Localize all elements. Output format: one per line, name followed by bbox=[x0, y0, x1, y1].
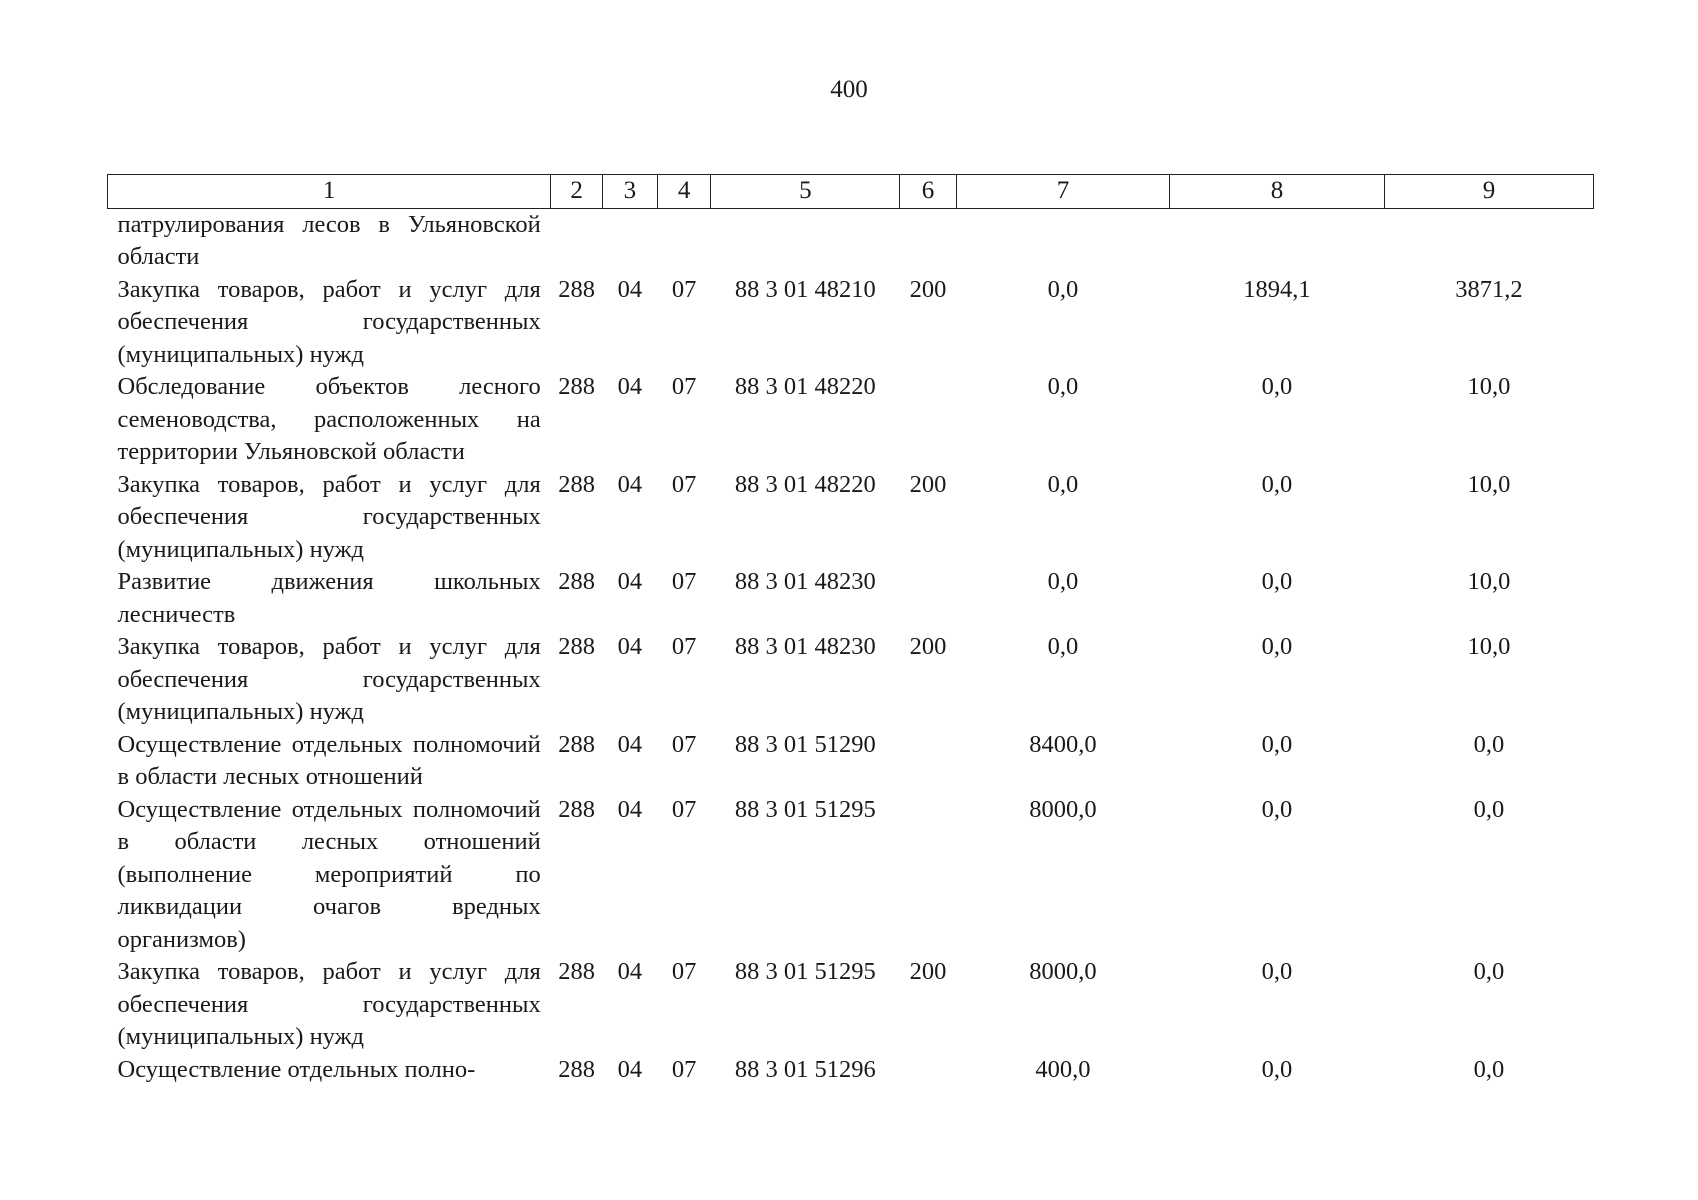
row-name-cell: Осуществление отдельных полномочий в области лесных отношений bbox=[117, 730, 541, 790]
sub-cell: 07 bbox=[671, 568, 697, 595]
amount-col7-cell: 8400,0 bbox=[1029, 730, 1097, 758]
rzd-cell: 288 bbox=[558, 1055, 595, 1083]
amount-col7-cell: 0,0 bbox=[1047, 633, 1079, 660]
amount-col9-cell: 0,0 bbox=[1473, 958, 1505, 985]
amount-col8-cell: 0,0 bbox=[1261, 633, 1293, 660]
amount-col7-cell: 8000,0 bbox=[1029, 958, 1097, 985]
rzd-cell: 288 bbox=[558, 958, 595, 985]
sub-cell: 07 bbox=[671, 730, 697, 758]
amount-col9-cell: 0,0 bbox=[1473, 1055, 1505, 1083]
prz-cell: 04 bbox=[617, 1055, 643, 1083]
vr-cell: 200 bbox=[909, 275, 947, 303]
prz-cell: 04 bbox=[617, 470, 643, 498]
vr-cell: 200 bbox=[909, 958, 947, 985]
amount-col7-cell: 0,0 bbox=[1047, 373, 1079, 400]
row-name-cell: Закупка товаров, работ и услуг для обеспечения государственных (муниципальных) нужд bbox=[117, 958, 541, 1050]
amount-col8-cell bbox=[1169, 208, 1384, 274]
amount-col8-cell: 0,0 bbox=[1261, 1055, 1293, 1083]
header-col-2: 2 bbox=[551, 175, 603, 209]
header-col-6: 6 bbox=[900, 175, 957, 209]
table-row bbox=[108, 469, 1594, 567]
prz-cell: 04 bbox=[617, 633, 643, 660]
table-row bbox=[108, 208, 1594, 274]
amount-col8-cell: 0,0 bbox=[1261, 373, 1293, 400]
rzd-cell bbox=[551, 208, 603, 274]
row-name-cell: Осуществление отдельных полномочий в области лесных отношений (выполнение мероприятий по ликвидации очагов вредных организмов) bbox=[117, 795, 541, 953]
csr-cell: 88 3 01 48210 bbox=[734, 275, 876, 303]
header-col-3: 3 bbox=[602, 175, 657, 209]
amount-col9-cell: 10,0 bbox=[1467, 373, 1511, 400]
csr-cell: 88 3 01 51295 bbox=[734, 958, 876, 985]
prz-cell: 04 bbox=[617, 275, 643, 303]
rzd-cell: 288 bbox=[558, 470, 595, 498]
vr-cell bbox=[900, 794, 957, 957]
csr-cell: 88 3 01 51290 bbox=[734, 730, 876, 758]
table-row bbox=[108, 729, 1594, 794]
table-row bbox=[108, 631, 1594, 729]
sub-cell: 07 bbox=[671, 633, 697, 660]
amount-col7-cell: 0,0 bbox=[1047, 568, 1079, 595]
amount-col8-cell: 0,0 bbox=[1261, 795, 1293, 823]
amount-col8-cell: 0,0 bbox=[1261, 730, 1293, 758]
row-name-cell: Закупка товаров, работ и услуг для обеспечения государственных (муниципальных) нужд bbox=[117, 633, 541, 725]
table-body bbox=[108, 208, 1594, 1086]
header-col-8: 8 bbox=[1169, 175, 1384, 209]
table-row bbox=[108, 1054, 1594, 1087]
table-row bbox=[108, 566, 1594, 631]
csr-cell: 88 3 01 51296 bbox=[734, 1055, 876, 1083]
prz-cell: 04 bbox=[617, 568, 643, 595]
row-name-cell: Закупка товаров, работ и услуг для обеспечения государственных (муниципальных) нужд bbox=[117, 275, 541, 368]
row-name-cell: Осуществление отдельных полно- bbox=[117, 1055, 476, 1083]
header-col-4: 4 bbox=[657, 175, 711, 209]
rzd-cell: 288 bbox=[558, 568, 595, 595]
row-name-cell: Закупка товаров, работ и услуг для обеспечения государственных (муниципальных) нужд bbox=[117, 470, 541, 563]
vr-cell bbox=[900, 566, 957, 631]
amount-col9-cell: 10,0 bbox=[1467, 470, 1511, 498]
rzd-cell: 288 bbox=[558, 795, 595, 823]
vr-cell: 200 bbox=[909, 633, 947, 660]
csr-cell: 88 3 01 51295 bbox=[734, 795, 876, 823]
row-name-cell: Обследование объектов лесного семеноводства, расположенных на территории Ульяновской области bbox=[117, 373, 541, 465]
vr-cell bbox=[900, 208, 957, 274]
vr-cell bbox=[900, 729, 957, 794]
csr-cell: 88 3 01 48230 bbox=[734, 633, 876, 660]
sub-cell: 07 bbox=[671, 470, 697, 498]
csr-cell bbox=[711, 208, 900, 274]
amount-col9-cell: 0,0 bbox=[1473, 730, 1505, 758]
amount-col7-cell: 0,0 bbox=[1047, 470, 1079, 498]
table-row bbox=[108, 794, 1594, 957]
amount-col8-cell: 0,0 bbox=[1261, 470, 1293, 498]
row-name-cell: патрулирования лесов в Ульяновской области bbox=[117, 210, 541, 270]
table-row bbox=[108, 956, 1594, 1054]
rzd-cell: 288 bbox=[558, 633, 595, 660]
sub-cell: 07 bbox=[671, 1055, 697, 1083]
sub-cell: 07 bbox=[671, 795, 697, 823]
sub-cell: 07 bbox=[671, 373, 697, 400]
header-col-5: 5 bbox=[711, 175, 900, 209]
csr-cell: 88 3 01 48220 bbox=[734, 373, 876, 400]
rzd-cell: 288 bbox=[558, 275, 595, 303]
amount-col8-cell: 0,0 bbox=[1261, 958, 1293, 985]
amount-col9-cell bbox=[1384, 208, 1593, 274]
amount-col7-cell bbox=[956, 208, 1169, 274]
prz-cell: 04 bbox=[617, 373, 643, 400]
amount-col8-cell: 0,0 bbox=[1261, 568, 1293, 595]
csr-cell: 88 3 01 48230 bbox=[734, 568, 876, 595]
budget-table bbox=[107, 174, 1594, 1086]
amount-col8-cell: 1894,1 bbox=[1243, 275, 1311, 303]
amount-col9-cell: 10,0 bbox=[1467, 568, 1511, 595]
sub-cell: 07 bbox=[671, 958, 697, 985]
amount-col9-cell: 10,0 bbox=[1467, 633, 1511, 660]
prz-cell: 04 bbox=[617, 958, 643, 985]
page-number: 400 bbox=[830, 76, 868, 103]
prz-cell: 04 bbox=[617, 730, 643, 758]
amount-col9-cell: 0,0 bbox=[1473, 795, 1505, 823]
vr-cell: 200 bbox=[909, 470, 947, 498]
csr-cell: 88 3 01 48220 bbox=[734, 470, 876, 498]
amount-col7-cell: 8000,0 bbox=[1029, 795, 1097, 823]
amount-col7-cell: 0,0 bbox=[1047, 275, 1079, 303]
prz-cell bbox=[602, 208, 657, 274]
amount-col9-cell: 3871,2 bbox=[1455, 275, 1523, 303]
table-row bbox=[108, 274, 1594, 372]
amount-col7-cell: 400,0 bbox=[1035, 1055, 1091, 1083]
header-col-9: 9 bbox=[1384, 175, 1593, 209]
vr-cell bbox=[900, 1054, 957, 1087]
row-name-cell: Развитие движения школьных лесничеств bbox=[117, 568, 541, 628]
rzd-cell: 288 bbox=[558, 373, 595, 400]
sub-cell: 07 bbox=[671, 275, 697, 303]
header-col-7: 7 bbox=[956, 175, 1169, 209]
sub-cell bbox=[657, 208, 711, 274]
prz-cell: 04 bbox=[617, 795, 643, 823]
vr-cell bbox=[900, 371, 957, 469]
header-col-1: 1 bbox=[108, 175, 551, 209]
table-header-row bbox=[108, 175, 1594, 209]
rzd-cell: 288 bbox=[558, 730, 595, 758]
table-row bbox=[108, 371, 1594, 469]
